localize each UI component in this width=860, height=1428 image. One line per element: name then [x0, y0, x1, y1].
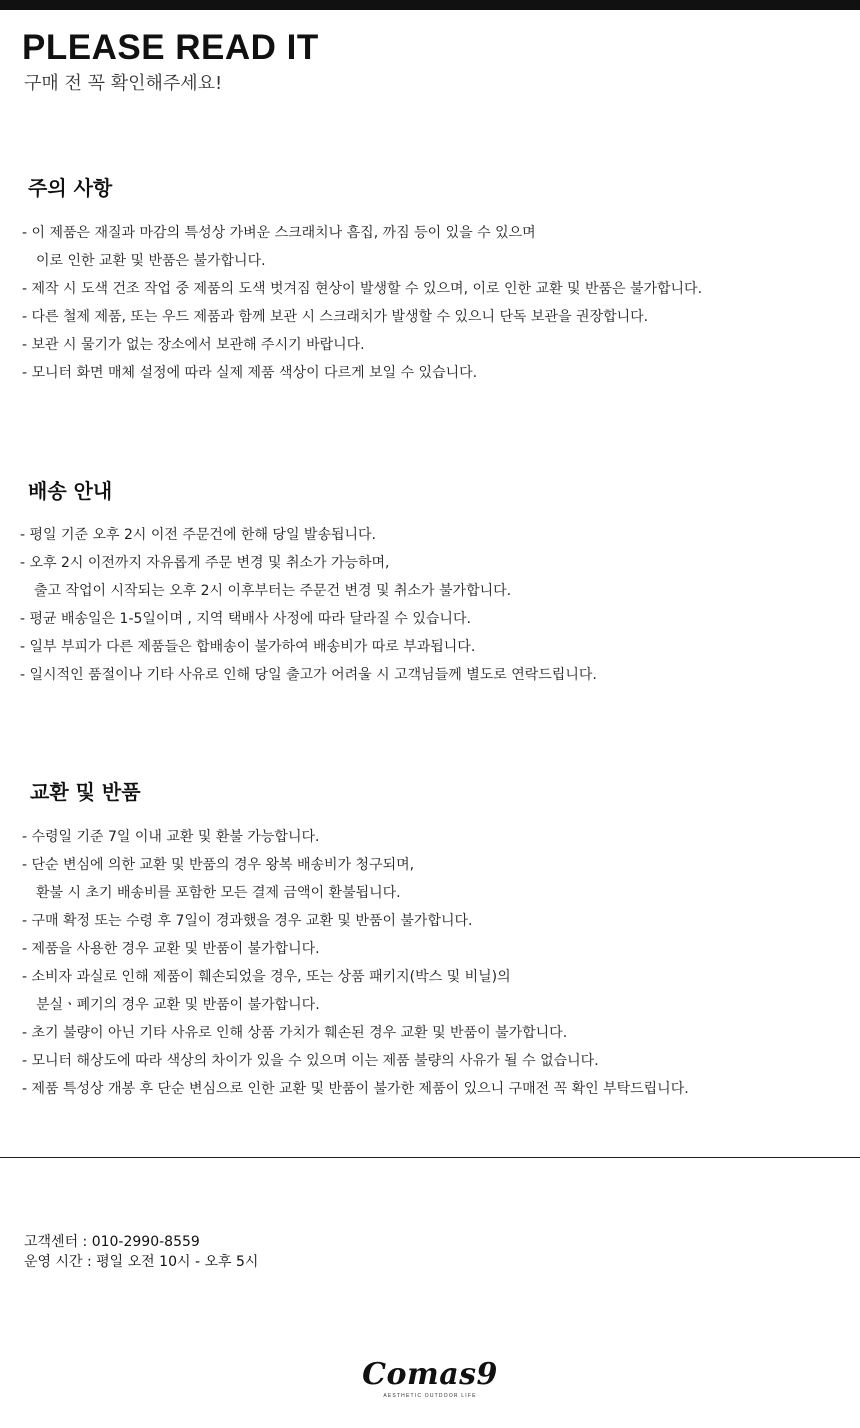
list-item: - 평일 기준 오후 2시 이전 주문건에 한해 당일 발송됩니다. [20, 527, 376, 543]
logo-tagline: AESTHETIC OUTDOOR LIFE [383, 1393, 477, 1399]
list-item: - 단순 변심에 의한 교환 및 반품의 경우 왕복 배송비가 청구되며, [22, 857, 415, 873]
list-item: - 수령일 기준 7일 이내 교환 및 환불 가능합니다. [22, 829, 320, 845]
logo-wordmark: Comas9 [362, 1357, 498, 1392]
list-item: 분실ㆍ폐기의 경우 교환 및 반품이 불가합니다. [36, 997, 320, 1013]
list-item: - 초기 불량이 아닌 기타 사유로 인해 상품 가치가 훼손된 경우 교환 및 반품이 불가합니다. [22, 1025, 568, 1041]
list-item: - 소비자 과실로 인해 제품이 훼손되었을 경우, 또는 상품 패키지(박스 및 비닐)의 [22, 969, 511, 985]
list-item: 출고 작업이 시작되는 오후 2시 이후부터는 주문건 변경 및 취소가 불가합니다. [34, 583, 512, 599]
list-item: - 제품을 사용한 경우 교환 및 반품이 불가합니다. [22, 941, 320, 957]
top-bar [0, 0, 860, 10]
list-item: - 구매 확정 또는 수령 후 7일이 경과했을 경우 교환 및 반품이 불가합니다. [22, 913, 473, 929]
list-item: - 모니터 화면 매체 설정에 따라 실제 제품 색상이 다르게 보일 수 있습니다. [22, 365, 478, 381]
list-item: 환불 시 초기 배송비를 포함한 모든 결제 금액이 환불됩니다. [36, 885, 401, 901]
list-item: - 오후 2시 이전까지 자유롭게 주문 변경 및 취소가 가능하며, [20, 555, 390, 571]
list-item: - 제품 특성상 개봉 후 단순 변심으로 인한 교환 및 반품이 불가한 제품이 있으니 구매전 꼭 확인 부탁드립니다. [22, 1081, 689, 1097]
list-item: - 모니터 해상도에 따라 색상의 차이가 있을 수 있으며 이는 제품 불량의 사유가 될 수 없습니다. [22, 1053, 599, 1069]
operating-hours: 운영 시간 : 평일 오전 10시 - 오후 5시 [24, 1254, 259, 1270]
returns-title: 교환 및 반품 [30, 780, 141, 804]
page-title: PLEASE READ IT [22, 28, 319, 67]
list-item: - 제작 시 도색 건조 작업 중 제품의 도색 벗겨짐 현상이 발생할 수 있으며, 이로 인한 교환 및 반품은 불가합니다. [22, 281, 703, 297]
returns-list [22, 823, 689, 1103]
brand-logo [330, 1358, 530, 1400]
list-item: - 보관 시 물기가 없는 장소에서 보관해 주시기 바랍니다. [22, 337, 365, 353]
list-item: - 이 제품은 재질과 마감의 특성상 가벼운 스크래치나 흠집, 까짐 등이 있을 수 있으며 [22, 225, 536, 241]
list-item: - 일시적인 품절이나 기타 사유로 인해 당일 출고가 어려울 시 고객님들께 별도로 연락드립니다. [20, 667, 597, 683]
list-item: - 다른 철제 제품, 또는 우드 제품과 함께 보관 시 스크래치가 발생할 수 있으니 단독 보관을 권장합니다. [22, 309, 649, 325]
list-item: - 평균 배송일은 1-5일이며 , 지역 택배사 사정에 따라 달라질 수 있습니다. [20, 611, 471, 627]
caution-list [22, 219, 702, 387]
page-subtitle: 구매 전 꼭 확인해주세요! [24, 73, 223, 94]
shipping-title: 배송 안내 [28, 479, 113, 503]
divider [0, 1157, 860, 1158]
list-item: 이로 인한 교환 및 반품은 불가합니다. [36, 253, 266, 269]
list-item: - 일부 부피가 다른 제품들은 합배송이 불가하여 배송비가 따로 부과됩니다. [20, 639, 476, 655]
shipping-list [20, 521, 597, 689]
caution-title: 주의 사항 [28, 176, 113, 200]
customer-center-phone: 고객센터 : 010-2990-8559 [24, 1234, 200, 1250]
